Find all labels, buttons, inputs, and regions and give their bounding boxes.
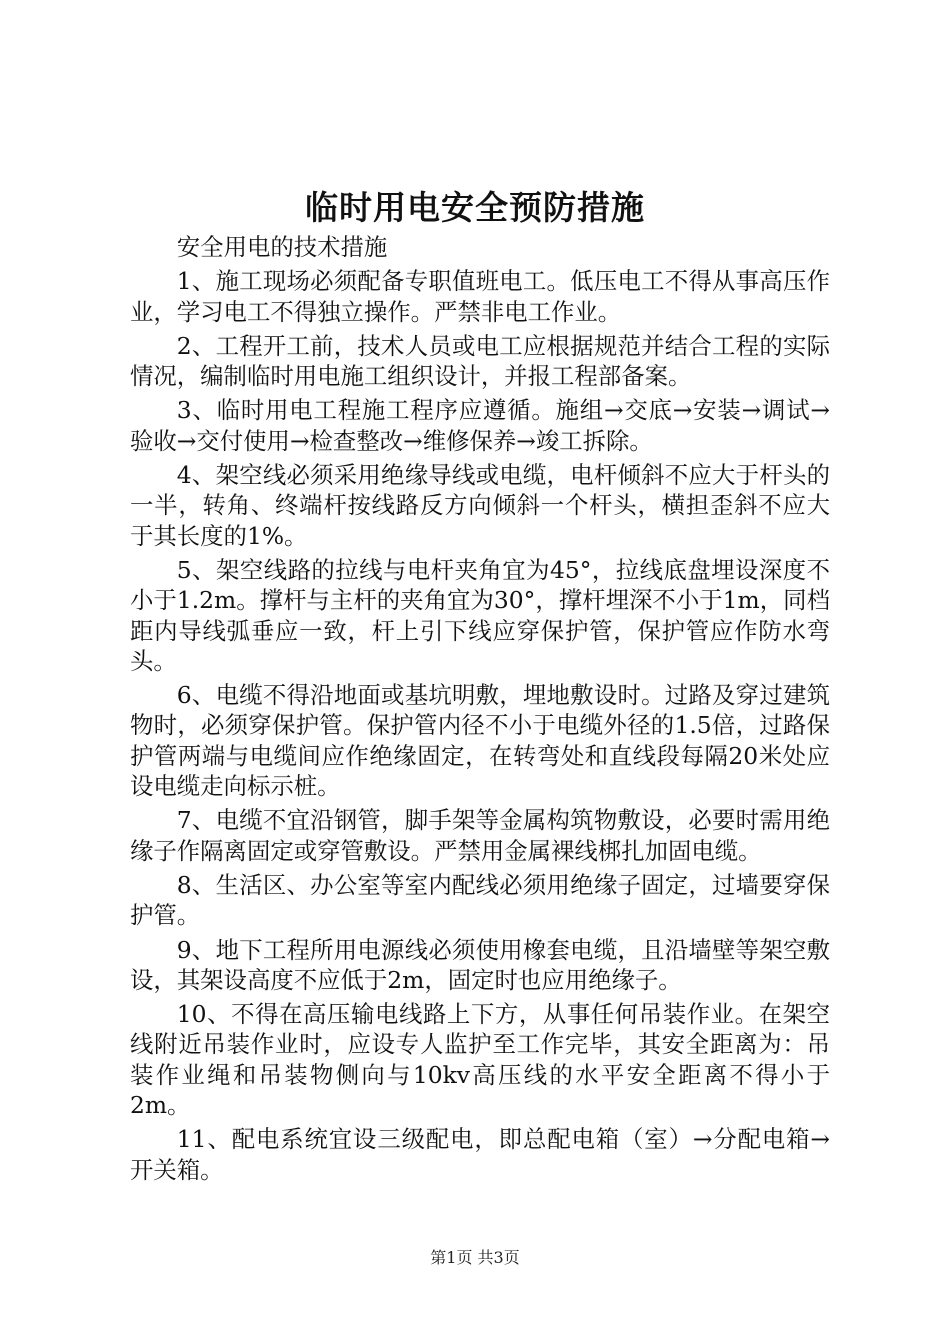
- page-footer: 第1页 共3页: [430, 1248, 520, 1267]
- paragraph-11: 11、配电系统宜设三级配电，即总配电箱（室）→分配电箱→开关箱。: [130, 1125, 830, 1184]
- paragraph-2: 2、工程开工前，技术人员或电工应根据规范并结合工程的实际情况，编制临时用电施工组织设计，并报工程部备案。: [130, 331, 830, 391]
- paragraph-10: 10、不得在高压输电线路上下方，从事任何吊装作业。在架空线附近吊装作业时，应设专人监护至工作完毕，其安全距离为：吊装作业绳和吊装物侧向与10kv高压线的水平安全距离不得小于2m。: [130, 1000, 830, 1120]
- paragraph-1: 1、施工现场必须配备专职值班电工。低压电工不得从事高压作业，学习电工不得独立操作。严禁非电工作业。: [130, 267, 830, 326]
- page-title: 临时用电安全预防措施: [305, 188, 645, 227]
- section-subheading: 安全用电的技术措施: [176, 233, 388, 261]
- paragraph-3: 3、临时用电工程施工程序应遵循。施组→交底→安装→调试→验收→交付使用→检查整改→维修保养→竣工拆除。: [130, 396, 830, 455]
- paragraph-7: 7、电缆不宜沿钢管，脚手架等金属构筑物敷设，必要时需用绝缘子作隔离固定或穿管敷设。严禁用金属裸线梆扎加固电缆。: [130, 806, 830, 865]
- paragraph-5: 5、架空线路的拉线与电杆夹角宜为45°，拉线底盘埋设深度不小于1.2m。撑杆与主杆的夹角宜为30°，撑杆埋深不小于1m，同档距内导线弧垂应一致，杆上引下线应穿保护管，保护管应作防水弯头。: [130, 555, 830, 675]
- document-body: [130, 232, 830, 1189]
- paragraph-8: 8、生活区、办公室等室内配线必须用绝缘子固定，过墙要穿保护管。: [130, 870, 830, 930]
- paragraph-9: 9、地下工程所用电源线必须使用橡套电缆，且沿墙壁等架空敷设，其架设高度不应低于2m，固定时也应用绝缘子。: [130, 935, 830, 994]
- paragraph-4: 4、架空线必须采用绝缘导线或电缆，电杆倾斜不应大于杆头的一半，转角、终端杆按线路反方向倾斜一个杆头，横担歪斜不应大于其长度的1%。: [130, 461, 830, 550]
- paragraph-6: 6、电缆不得沿地面或基坑明敷，埋地敷设时。过路及穿过建筑物时，必须穿保护管。保护管内径不小于电缆外径的1.5倍，过路保护管两端与电缆间应作绝缘固定，在转弯处和直线段每隔20米处应设电缆走向标示桩。: [130, 681, 830, 801]
